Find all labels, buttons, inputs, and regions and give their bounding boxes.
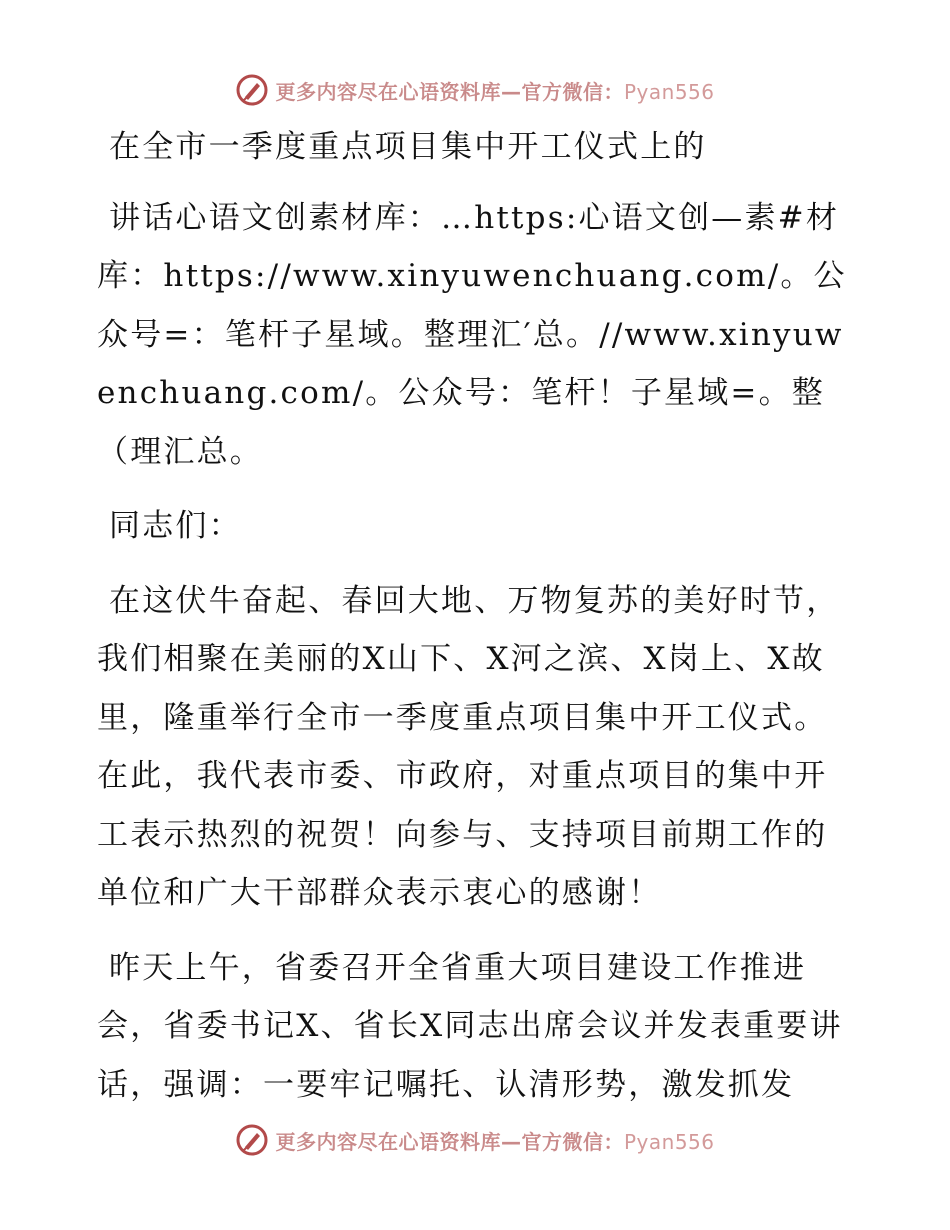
document-title: 在全市一季度重点项目集中开工仪式上的 xyxy=(109,129,707,165)
paragraph: 同志们： xyxy=(109,508,242,544)
watermark-text: 更多内容尽在心语资料库—官方微信：Pyan556 xyxy=(275,1129,715,1154)
pen-nib-seal-icon xyxy=(235,73,269,107)
watermark-text: 更多内容尽在心语资料库—官方微信：Pyan556 xyxy=(275,79,715,104)
paragraph: 在这伏牛奋起、春回大地、万物复苏的美好时节，我们相聚在美丽的X山下、X河之滨、X岗上、X故里，隆重举行全市一季度重点项目集中开工仪式。在此，我代表市委、市政府，对重点项目的集中开工表示热烈的祝贺！向参与、支持项目前期工作的单位和广大干部群众表示衷心的感谢！ xyxy=(97,582,840,911)
paragraph: 昨天上午，省委召开全省重大项目建设工作推进会，省委书记X、省长X同志出席会议并发表重要讲话，强调：一要牢记嘱托、认清形势，激发抓发 xyxy=(97,949,843,1103)
watermark-handle: Pyan556 xyxy=(623,1129,715,1154)
watermark-banner-top xyxy=(0,70,950,110)
paragraph: 讲话心语文创素材库：…https:心语文创—素#材库：https://www.xinyuwenchuang.com/。公众号=：笔杆子星域。整理汇′总。//www.xinyuwenchuang.com/。公众号：笔杆！子星域=。整（理汇总。 xyxy=(97,199,847,470)
document-body xyxy=(97,118,857,1130)
watermark-banner-bottom xyxy=(0,1120,950,1160)
pen-nib-seal-icon xyxy=(235,1123,269,1157)
watermark-handle: Pyan556 xyxy=(623,79,715,104)
